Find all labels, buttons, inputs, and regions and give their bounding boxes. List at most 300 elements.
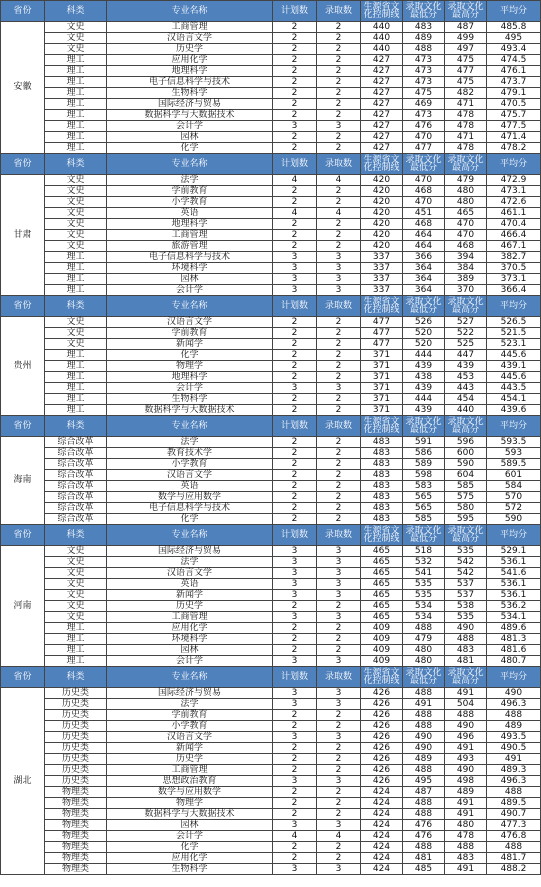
min-score-cell: 490 [403, 743, 445, 754]
max-score-cell: 479 [445, 175, 487, 186]
table-row [1, 459, 541, 470]
header-average: 平均分 [487, 525, 541, 546]
control-line-cell: 371 [361, 372, 403, 383]
category-cell: 理工 [45, 132, 107, 143]
plan-count-cell: 2 [273, 405, 317, 416]
plan-count-cell: 4 [273, 208, 317, 219]
average-cell: 472.6 [487, 197, 541, 208]
table-row [1, 634, 541, 645]
header-admit-count: 录取数 [317, 296, 361, 317]
table-row [1, 88, 541, 99]
min-score-cell: 470 [403, 197, 445, 208]
table-row [1, 645, 541, 656]
table-row [1, 33, 541, 44]
min-score-cell: 470 [403, 132, 445, 143]
admit-count-cell: 2 [317, 230, 361, 241]
min-score-cell: 473 [403, 66, 445, 77]
admit-count-cell: 2 [317, 350, 361, 361]
major-cell: 小学教育 [107, 721, 273, 732]
min-score-cell: 476 [403, 831, 445, 842]
category-cell: 理工 [45, 383, 107, 394]
major-cell: 会计学 [107, 285, 273, 296]
header-province: 省份 [1, 296, 45, 317]
max-score-cell: 481 [445, 656, 487, 667]
major-cell: 小学教育 [107, 459, 273, 470]
admit-count-cell: 3 [317, 557, 361, 568]
min-score-cell: 444 [403, 350, 445, 361]
plan-count-cell: 2 [273, 328, 317, 339]
category-cell: 理工 [45, 121, 107, 132]
average-cell: 493.4 [487, 44, 541, 55]
province-cell: 河南 [1, 546, 45, 667]
min-score-cell: 364 [403, 274, 445, 285]
table-row [1, 208, 541, 219]
control-line-cell: 483 [361, 503, 403, 514]
category-cell: 综合改革 [45, 503, 107, 514]
average-cell: 373.1 [487, 274, 541, 285]
admit-count-cell: 2 [317, 514, 361, 525]
major-cell: 化学 [107, 842, 273, 853]
control-line-cell: 427 [361, 143, 403, 154]
header-average: 平均分 [487, 1, 541, 22]
control-line-cell: 420 [361, 175, 403, 186]
max-score-cell: 475 [445, 77, 487, 88]
major-cell: 生物科学 [107, 394, 273, 405]
min-score-cell: 535 [403, 579, 445, 590]
average-cell: 489.3 [487, 765, 541, 776]
table-row [1, 590, 541, 601]
category-cell: 物理类 [45, 831, 107, 842]
min-score-cell: 439 [403, 361, 445, 372]
table-row [1, 175, 541, 186]
header-min-score: 录取文化最低分 [403, 525, 445, 546]
major-cell: 工商管理 [107, 230, 273, 241]
average-cell: 475.7 [487, 110, 541, 121]
header-row [1, 525, 541, 546]
min-score-cell: 489 [403, 754, 445, 765]
header-min-score: 录取文化最低分 [403, 296, 445, 317]
min-score-cell: 483 [403, 22, 445, 33]
category-cell: 文史 [45, 339, 107, 350]
major-cell: 工商管理 [107, 765, 273, 776]
category-cell: 文史 [45, 197, 107, 208]
average-cell: 370.5 [487, 263, 541, 274]
table-row [1, 754, 541, 765]
max-score-cell: 491 [445, 809, 487, 820]
min-score-cell: 476 [403, 121, 445, 132]
control-line-cell: 420 [361, 241, 403, 252]
major-cell: 学前教育 [107, 710, 273, 721]
category-cell: 理工 [45, 55, 107, 66]
table-row [1, 437, 541, 448]
table-row [1, 481, 541, 492]
category-cell: 理工 [45, 372, 107, 383]
table-row [1, 853, 541, 864]
table-row [1, 274, 541, 285]
header-major: 专业名称 [107, 296, 273, 317]
max-score-cell: 490 [445, 623, 487, 634]
max-score-cell: 497 [445, 44, 487, 55]
major-cell: 旅游管理 [107, 241, 273, 252]
table-row [1, 864, 541, 875]
header-max-score: 录取文化最高分 [445, 525, 487, 546]
control-line-cell: 424 [361, 853, 403, 864]
major-cell: 物理学 [107, 798, 273, 809]
control-line-cell: 371 [361, 361, 403, 372]
category-cell: 文史 [45, 22, 107, 33]
admit-count-cell: 2 [317, 394, 361, 405]
admit-count-cell: 2 [317, 809, 361, 820]
plan-count-cell: 2 [273, 601, 317, 612]
table-row [1, 372, 541, 383]
admit-count-cell: 2 [317, 842, 361, 853]
min-score-cell: 565 [403, 503, 445, 514]
category-cell: 历史类 [45, 732, 107, 743]
category-cell: 综合改革 [45, 481, 107, 492]
major-cell: 思想政治教育 [107, 776, 273, 787]
header-major: 专业名称 [107, 667, 273, 688]
admit-count-cell: 3 [317, 656, 361, 667]
table-row [1, 688, 541, 699]
table-row [1, 732, 541, 743]
max-score-cell: 488 [445, 634, 487, 645]
category-cell: 理工 [45, 66, 107, 77]
min-score-cell: 520 [403, 339, 445, 350]
max-score-cell: 491 [445, 798, 487, 809]
average-cell: 521.5 [487, 328, 541, 339]
average-cell: 476.1 [487, 66, 541, 77]
min-score-cell: 476 [403, 820, 445, 831]
header-category: 科类 [45, 667, 107, 688]
control-line-cell: 424 [361, 820, 403, 831]
average-cell: 454.1 [487, 394, 541, 405]
plan-count-cell: 2 [273, 503, 317, 514]
admit-count-cell: 2 [317, 798, 361, 809]
admit-count-cell: 2 [317, 66, 361, 77]
average-cell: 490 [487, 688, 541, 699]
max-score-cell: 470 [445, 219, 487, 230]
admit-count-cell: 2 [317, 765, 361, 776]
control-line-cell: 426 [361, 754, 403, 765]
header-category: 科类 [45, 525, 107, 546]
max-score-cell: 478 [445, 143, 487, 154]
average-cell: 485.8 [487, 22, 541, 33]
max-score-cell: 538 [445, 601, 487, 612]
min-score-cell: 444 [403, 394, 445, 405]
header-plan-count: 计划数 [273, 154, 317, 175]
average-cell: 496.3 [487, 699, 541, 710]
header-category: 科类 [45, 296, 107, 317]
header-category: 科类 [45, 154, 107, 175]
min-score-cell: 532 [403, 557, 445, 568]
category-cell: 历史类 [45, 765, 107, 776]
major-cell: 英语 [107, 481, 273, 492]
average-cell: 536.1 [487, 579, 541, 590]
table-row [1, 317, 541, 328]
plan-count-cell: 3 [273, 776, 317, 787]
header-control-line: 生源省文化控制线 [361, 525, 403, 546]
average-cell: 593.5 [487, 437, 541, 448]
header-min-score: 录取文化最低分 [403, 416, 445, 437]
table-row [1, 361, 541, 372]
header-plan-count: 计划数 [273, 667, 317, 688]
control-line-cell: 483 [361, 470, 403, 481]
admit-count-cell: 3 [317, 252, 361, 263]
table-row [1, 22, 541, 33]
major-cell: 历史学 [107, 44, 273, 55]
average-cell: 445.6 [487, 350, 541, 361]
plan-count-cell: 2 [273, 219, 317, 230]
header-admit-count: 录取数 [317, 525, 361, 546]
control-line-cell: 427 [361, 121, 403, 132]
plan-count-cell: 3 [273, 732, 317, 743]
plan-count-cell: 2 [273, 110, 317, 121]
category-cell: 理工 [45, 143, 107, 154]
header-major: 专业名称 [107, 525, 273, 546]
control-line-cell: 420 [361, 186, 403, 197]
plan-count-cell: 2 [273, 459, 317, 470]
admit-count-cell: 3 [317, 383, 361, 394]
category-cell: 物理类 [45, 820, 107, 831]
plan-count-cell: 3 [273, 557, 317, 568]
control-line-cell: 427 [361, 110, 403, 121]
admit-count-cell: 2 [317, 55, 361, 66]
min-score-cell: 464 [403, 230, 445, 241]
admit-count-cell: 2 [317, 754, 361, 765]
max-score-cell: 595 [445, 514, 487, 525]
table-row [1, 383, 541, 394]
major-cell: 国际经济与贸易 [107, 546, 273, 557]
admit-count-cell: 3 [317, 285, 361, 296]
min-score-cell: 451 [403, 208, 445, 219]
major-cell: 历史学 [107, 601, 273, 612]
table-row [1, 132, 541, 143]
max-score-cell: 604 [445, 470, 487, 481]
admit-count-cell: 3 [317, 546, 361, 557]
control-line-cell: 427 [361, 132, 403, 143]
major-cell: 应用化学 [107, 55, 273, 66]
header-control-line: 生源省文化控制线 [361, 1, 403, 22]
max-score-cell: 498 [445, 776, 487, 787]
control-line-cell: 427 [361, 55, 403, 66]
min-score-cell: 518 [403, 546, 445, 557]
max-score-cell: 542 [445, 557, 487, 568]
max-score-cell: 525 [445, 339, 487, 350]
plan-count-cell: 3 [273, 274, 317, 285]
plan-count-cell: 2 [273, 241, 317, 252]
category-cell: 文史 [45, 175, 107, 186]
average-cell: 523.1 [487, 339, 541, 350]
category-cell: 文史 [45, 317, 107, 328]
category-cell: 文史 [45, 44, 107, 55]
max-score-cell: 491 [445, 688, 487, 699]
plan-count-cell: 3 [273, 383, 317, 394]
admit-count-cell: 2 [317, 339, 361, 350]
control-line-cell: 465 [361, 557, 403, 568]
category-cell: 历史类 [45, 743, 107, 754]
max-score-cell: 542 [445, 568, 487, 579]
header-major: 专业名称 [107, 416, 273, 437]
major-cell: 国际经济与贸易 [107, 688, 273, 699]
category-cell: 综合改革 [45, 492, 107, 503]
category-cell: 综合改革 [45, 459, 107, 470]
header-min-score: 录取文化最低分 [403, 1, 445, 22]
average-cell: 466.4 [487, 230, 541, 241]
category-cell: 物理类 [45, 798, 107, 809]
major-cell: 环境科学 [107, 634, 273, 645]
header-max-score: 录取文化最高分 [445, 416, 487, 437]
average-cell: 491 [487, 754, 541, 765]
control-line-cell: 424 [361, 809, 403, 820]
control-line-cell: 337 [361, 252, 403, 263]
header-row [1, 667, 541, 688]
control-line-cell: 420 [361, 208, 403, 219]
average-cell: 439.6 [487, 405, 541, 416]
max-score-cell: 490 [445, 721, 487, 732]
table-row [1, 842, 541, 853]
major-cell: 会计学 [107, 121, 273, 132]
min-score-cell: 488 [403, 688, 445, 699]
table-row [1, 285, 541, 296]
province-cell: 贵州 [1, 317, 45, 416]
control-line-cell: 424 [361, 864, 403, 875]
header-plan-count: 计划数 [273, 1, 317, 22]
min-score-cell: 583 [403, 481, 445, 492]
category-cell: 综合改革 [45, 514, 107, 525]
plan-count-cell: 2 [273, 88, 317, 99]
header-row [1, 296, 541, 317]
plan-count-cell: 2 [273, 514, 317, 525]
min-score-cell: 470 [403, 175, 445, 186]
admit-count-cell: 2 [317, 99, 361, 110]
plan-count-cell: 2 [273, 492, 317, 503]
table-row [1, 241, 541, 252]
major-cell: 环境科学 [107, 263, 273, 274]
header-category: 科类 [45, 416, 107, 437]
admit-count-cell: 2 [317, 645, 361, 656]
control-line-cell: 427 [361, 77, 403, 88]
major-cell: 英语 [107, 579, 273, 590]
category-cell: 文史 [45, 568, 107, 579]
max-score-cell: 488 [445, 710, 487, 721]
control-line-cell: 465 [361, 579, 403, 590]
province-cell: 海南 [1, 437, 45, 525]
category-cell: 物理类 [45, 864, 107, 875]
plan-count-cell: 2 [273, 77, 317, 88]
table-row [1, 143, 541, 154]
plan-count-cell: 3 [273, 590, 317, 601]
category-cell: 理工 [45, 252, 107, 263]
category-cell: 理工 [45, 645, 107, 656]
category-cell: 历史类 [45, 699, 107, 710]
control-line-cell: 483 [361, 437, 403, 448]
max-score-cell: 478 [445, 110, 487, 121]
min-score-cell: 364 [403, 263, 445, 274]
admit-count-cell: 3 [317, 121, 361, 132]
control-line-cell: 337 [361, 263, 403, 274]
header-plan-count: 计划数 [273, 296, 317, 317]
plan-count-cell: 3 [273, 121, 317, 132]
admit-count-cell: 3 [317, 776, 361, 787]
average-cell: 590 [487, 514, 541, 525]
max-score-cell: 491 [445, 864, 487, 875]
table-row [1, 186, 541, 197]
plan-count-cell: 2 [273, 99, 317, 110]
min-score-cell: 464 [403, 241, 445, 252]
major-cell: 地理科学 [107, 66, 273, 77]
header-max-score: 录取文化最高分 [445, 296, 487, 317]
average-cell: 481.6 [487, 645, 541, 656]
major-cell: 会计学 [107, 383, 273, 394]
average-cell: 480.7 [487, 656, 541, 667]
control-line-cell: 483 [361, 448, 403, 459]
category-cell: 理工 [45, 394, 107, 405]
admit-count-cell: 2 [317, 721, 361, 732]
average-cell: 536.1 [487, 590, 541, 601]
average-cell: 481.3 [487, 634, 541, 645]
average-cell: 473.7 [487, 77, 541, 88]
table-row [1, 514, 541, 525]
admit-count-cell: 2 [317, 634, 361, 645]
category-cell: 综合改革 [45, 470, 107, 481]
max-score-cell: 465 [445, 208, 487, 219]
control-line-cell: 465 [361, 612, 403, 623]
table-row [1, 831, 541, 842]
major-cell: 电子信息科学与技术 [107, 503, 273, 514]
table-row [1, 219, 541, 230]
major-cell: 汉语言文学 [107, 33, 273, 44]
average-cell: 541.6 [487, 568, 541, 579]
admit-count-cell: 4 [317, 208, 361, 219]
plan-count-cell: 2 [273, 339, 317, 350]
max-score-cell: 389 [445, 274, 487, 285]
average-cell: 493.5 [487, 732, 541, 743]
average-cell: 476.8 [487, 831, 541, 842]
average-cell: 382.7 [487, 252, 541, 263]
min-score-cell: 591 [403, 437, 445, 448]
category-cell: 历史类 [45, 754, 107, 765]
admit-count-cell: 3 [317, 688, 361, 699]
average-cell: 473.1 [487, 186, 541, 197]
category-cell: 历史类 [45, 710, 107, 721]
category-cell: 历史类 [45, 688, 107, 699]
average-cell: 366.4 [487, 285, 541, 296]
plan-count-cell: 3 [273, 820, 317, 831]
control-line-cell: 426 [361, 765, 403, 776]
control-line-cell: 465 [361, 590, 403, 601]
average-cell: 572 [487, 503, 541, 514]
plan-count-cell: 2 [273, 361, 317, 372]
category-cell: 物理类 [45, 853, 107, 864]
table-row [1, 328, 541, 339]
category-cell: 理工 [45, 274, 107, 285]
max-score-cell: 470 [445, 230, 487, 241]
major-cell: 应用化学 [107, 853, 273, 864]
max-score-cell: 535 [445, 546, 487, 557]
table-row [1, 612, 541, 623]
max-score-cell: 478 [445, 121, 487, 132]
max-score-cell: 478 [445, 831, 487, 842]
average-cell: 471.4 [487, 132, 541, 143]
category-cell: 物理类 [45, 842, 107, 853]
admit-count-cell: 2 [317, 88, 361, 99]
admit-count-cell: 2 [317, 132, 361, 143]
province-cell: 湖北 [1, 688, 45, 875]
control-line-cell: 440 [361, 22, 403, 33]
min-score-cell: 490 [403, 732, 445, 743]
control-line-cell: 424 [361, 787, 403, 798]
admit-count-cell: 2 [317, 787, 361, 798]
